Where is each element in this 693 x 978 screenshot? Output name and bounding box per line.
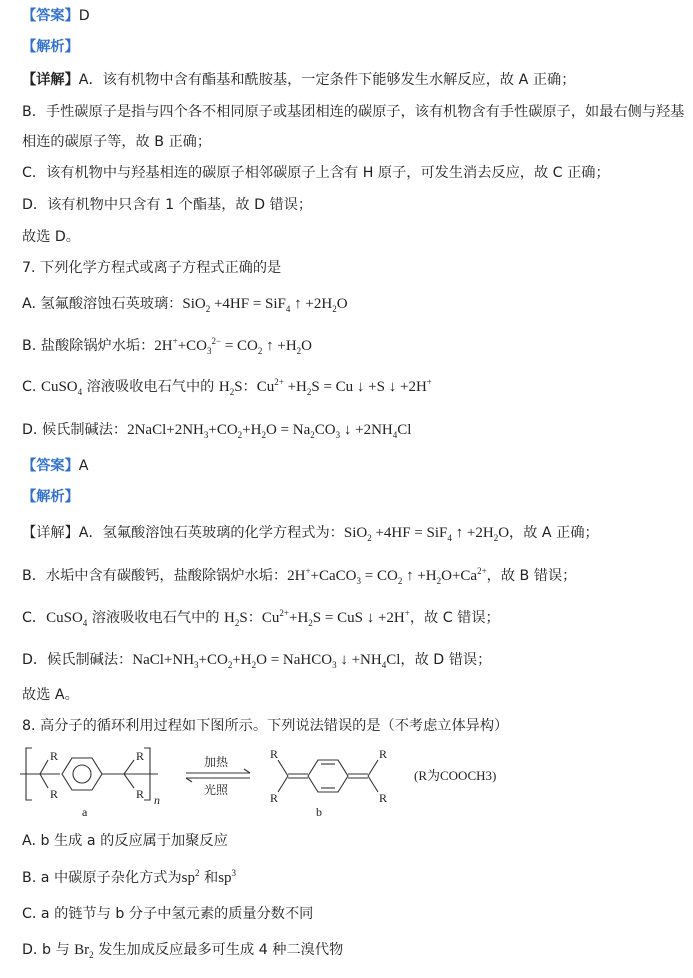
svg-text:R: R (50, 787, 59, 801)
svg-text:R: R (379, 747, 388, 761)
polymer-recycling-scheme (18, 740, 618, 820)
q7-conclusion: 故选 A。 (22, 687, 79, 703)
svg-text:R: R (136, 787, 145, 801)
equation: SiO$_2$ +4HF = SiF$_4$ ↑ $+2H_2O$ (182, 296, 348, 314)
q7-answer-line: 【答案】A (22, 458, 89, 474)
q7-detail-B: B．水垢中含有碳酸钙，盐酸除锅炉水垢：2H++CaCO$_3$ = $CO_2$ ↑ $+H_2O+Ca^{2+}$，故 B 错误； (22, 566, 577, 586)
q6-detail-B1: B．手性碳原子是指与四个各不相同原子或基团相连的碳原子，该有机物含有手性碳原子，如最右侧与羟基 (22, 104, 685, 120)
svg-text:R: R (379, 791, 388, 805)
q8-option-D: D. b 与 $Br_2$ 发生加成反应最多可生成 4 种二溴代物 (22, 942, 344, 960)
q8-option-B: B. a 中碳原子杂化方式为$sp^2$ 和$sp^3$ (22, 868, 237, 886)
q7-analysis-tag: 【解析】 (22, 489, 79, 505)
equation: 2H++CaCO$_3$ = $CO_2$ ↑ $+H_2O+Ca^{2+}$ (287, 566, 487, 586)
answer-value: D (78, 8, 90, 24)
q7-option-B: B. 盐酸除锅炉水垢：$2H^++CO_3^{2-} = CO_2$ ↑ $+H_2O$ (22, 336, 312, 356)
q8-option-A: A. b 生成 a 的反应属于加聚反应 (22, 833, 228, 849)
q7-detail-A: 【详解】A．氢氟酸溶蚀石英玻璃的化学方程式为：SiO$_2$ +4HF = SiF$_4$ ↑ $+2H_2O$，故 A 正确； (22, 525, 599, 543)
equation: $2H^++CO_3^{2-} = CO_2$ ↑ $+H_2O$ (154, 336, 312, 356)
q7-option-D: D. 候氏制碱法：$2NaCl+2NH_3+CO_2+H_2O = Na_2CO_3$ ↓ $+2NH_4Cl$ (22, 422, 412, 440)
q6-detail-D: D．该有机物中只含有 1 个酯基，故 D 错误； (22, 197, 313, 213)
q6-answer-line (22, 6, 90, 26)
label-b: b (316, 805, 322, 819)
equation: $Cu^{2+}+H_2S$ = CuS ↓ +2H+ (261, 608, 410, 628)
answer-tag: 【答案】 (22, 8, 79, 24)
equation: $Cu^{2+} +H_2S = Cu$ ↓ +S ↓ +2H+ (256, 377, 432, 397)
r-note: (R为COOCH3) (414, 768, 497, 783)
svg-text:R: R (270, 747, 279, 761)
q6-analysis-tag: 【解析】 (22, 39, 79, 55)
label-a: a (82, 805, 88, 819)
equation: SiO$_2$ +4HF = SiF$_4$ ↑ $+2H_2O$ (343, 525, 510, 543)
repeat-n-label: n (154, 793, 160, 807)
q7-option-C: C. CuSO$_4$ 溶液吸收电石气中的 $H_2S$：$Cu^{2+} +H_2S = Cu$ ↓ +S ↓ +2H+ (22, 377, 432, 397)
light-label: 光照 (204, 783, 229, 797)
svg-text:R: R (50, 749, 59, 763)
quinoid-ring-b (308, 760, 348, 792)
q8-option-C: C. a 的链节与 b 分子中氢元素的质量分数不同 (22, 906, 314, 922)
q7-detail-D: D．候氏制碱法：$NaCl+NH_3+CO_2+H_2O$ = NaHCO$_3$ ↓ $+NH_4Cl$，故 D 错误； (22, 652, 492, 670)
q8-stem: 8. 高分子的循环利用过程如下图所示。下列说法错误的是（不考虑立体异构） (22, 718, 509, 734)
q7-detail-C: C．CuSO$_4$ 溶液吸收电石气中的 $H_2S$：$Cu^{2+}+H_2S$ = CuS ↓ +2H+，故 C 错误； (22, 608, 500, 628)
equation: $2NaCl+2NH_3+CO_2+H_2O = Na_2CO_3$ ↓ $+2NH_4Cl$ (127, 422, 412, 440)
benzene-ring-a (62, 758, 102, 790)
equation: $NaCl+NH_3+CO_2+H_2O$ = NaHCO$_3$ ↓ $+NH_4Cl$ (132, 652, 401, 670)
q6-detail-B2: 相连的碳原子等，故 B 正确； (22, 134, 212, 150)
q7-option-A: A. 氢氟酸溶蚀石英玻璃：SiO$_2$ +4HF = SiF$_4$ ↑ $+2H_2O$ (22, 296, 348, 314)
q6-conclusion: 故选 D。 (22, 229, 80, 245)
svg-text:R: R (270, 791, 279, 805)
heat-label: 加热 (204, 755, 229, 769)
svg-text:R: R (136, 749, 145, 763)
q6-detail-C: C．该有机物中与羟基相连的碳原子相邻碳原子上含有 H 原子，可发生消去反应，故 C 正确； (22, 165, 610, 181)
q7-stem: 7. 下列化学方程式或离子方程式正确的是 (22, 260, 282, 276)
q6-detail-A: 【详解】A．该有机物中含有酯基和酰胺基，一定条件下能够发生水解反应，故 A 正确； (22, 72, 576, 88)
